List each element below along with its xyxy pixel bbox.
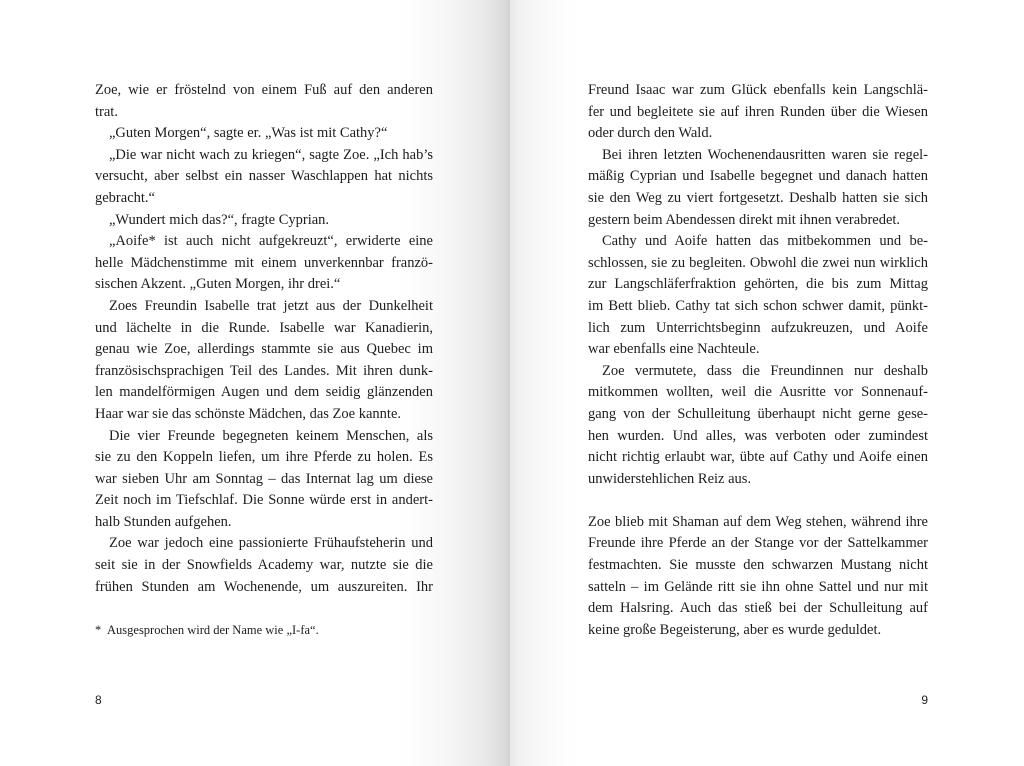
text-line: gebracht.“ (95, 189, 155, 206)
text-line: zur Langschläferfraktion gehörten, die bis zum Mittag (588, 276, 928, 293)
paragraph (95, 123, 433, 145)
footnote-marker: * (95, 623, 102, 637)
text-line: „Wundert mich das?“, fragte Cyprian. (109, 211, 330, 228)
text-line: len mandelförmigen Augen und dem seidig glänzenden (95, 384, 433, 401)
text-line: unwiderstehlichen Reiz aus. (588, 470, 752, 487)
text-line: Zeit noch im Tiefschlaf. Die Sonne würde erst in andert- (95, 492, 433, 509)
right-page (510, 0, 1024, 766)
footnote (95, 620, 319, 642)
text-line: Zoe war jedoch eine passionierte Frühaufsteherin und (109, 535, 433, 552)
text-line: Bei ihren letzten Wochenendausritten waren sie regel- (602, 146, 928, 163)
paragraph (588, 80, 928, 145)
text-line: Haar war sie das schönste Mädchen, das Zoe kannte. (95, 405, 402, 422)
paragraph (588, 231, 928, 361)
text-line: versucht, aber selbst ein nasser Waschlappen hat nichts (95, 168, 433, 185)
text-line: im Bett blieb. Cathy tat sich schon schwer damit, pünkt- (588, 297, 928, 314)
paragraph (588, 361, 928, 491)
text-line: hen wurden. Und alles, was verboten oder zumindest (588, 427, 928, 444)
text-line: sischen Akzent. „Guten Morgen, ihr drei.“ (95, 276, 341, 293)
text-line: mitkommen wollten, weil die Ausritte vor Sonnenauf- (588, 384, 928, 401)
text-line: frühen Stunden am Wochenende, um auszureiten. Ihr (95, 578, 433, 595)
text-line: Zoes Freundin Isabelle trat jetzt aus der Dunkelheit (109, 297, 433, 314)
text-line: trat. (95, 103, 118, 120)
paragraph (588, 512, 928, 642)
paragraph (95, 80, 433, 123)
text-line: war sieben Uhr am Sonntag – das Internat lag um diese (95, 470, 433, 487)
text-line: sie den Weg zu viert fortgesetzt. Deshalb hatten sie sich (588, 189, 928, 206)
text-line: satteln – im Gelände ritt sie ihn ohne Sattel und nur mit (588, 578, 928, 595)
text-line: genau wie Zoe, allerdings stammte sie aus Quebec im (95, 341, 433, 358)
text-line: mäßig Cyprian und Isabelle begegnet und danach hatten (588, 168, 928, 185)
footnote-text: Ausgesprochen wird der Name wie „I-fa“. (107, 623, 319, 637)
page-number-right: 9 (921, 693, 928, 707)
text-line: oder durch den Wald. (588, 125, 713, 142)
text-line: halb Stunden aufgehen. (95, 513, 232, 530)
left-page (0, 0, 510, 766)
text-line: „Aoife* ist auch nicht aufgekreuzt“, erwiderte eine (109, 233, 433, 250)
text-line: schlossen, sie zu begleiten. Obwohl die zwei nun wirklich (588, 254, 928, 271)
text-line: keine große Begeisterung, aber es wurde geduldet. (588, 621, 882, 638)
text-line: französischsprachigen Teil des Landes. Mit ihren dunk- (95, 362, 433, 379)
text-line: „Die war nicht wach zu kriegen“, sagte Zoe. „Ich hab’s (109, 146, 433, 163)
text-line: Zoe blieb mit Shaman auf dem Weg stehen, während ihre (588, 513, 928, 530)
paragraph (95, 231, 433, 296)
page-number-left: 8 (95, 693, 102, 707)
text-line: Freunde ihre Pferde an der Stange vor der Sattelkammer (588, 535, 928, 552)
text-line: war ebenfalls eine Nachteule. (588, 341, 760, 358)
text-line: helle Mädchenstimme mit einem unverkennbar franzö- (95, 254, 433, 271)
text-line: und lächelte in die Runde. Isabelle war Kanadierin, (95, 319, 433, 336)
text-line: nicht richtig erlaubt war, übte auf Cathy und Aoife einen (588, 449, 928, 466)
paragraph (95, 145, 433, 210)
text-line: seit sie in der Snowfields Academy war, nutzte sie die (95, 557, 433, 574)
text-line: gang von der Schulleitung überhaupt nicht gerne gese- (588, 405, 928, 422)
text-line: Die vier Freunde begegneten keinem Menschen, als (109, 427, 433, 444)
text-line: gestern beim Abendessen direkt mit ihnen verabredet. (588, 211, 901, 228)
right-page-text (588, 80, 928, 641)
text-line: festmachten. Sie musste den schwarzen Mustang nicht (588, 557, 928, 574)
text-line: Cathy und Aoife hatten das mitbekommen und be- (602, 233, 928, 250)
text-line: Zoe, wie er fröstelnd von einem Fuß auf den anderen (95, 82, 433, 98)
text-line: sie zu den Koppeln liefen, um ihre Pferde zu holen. Es (95, 449, 433, 466)
text-line: dem Halsring. Auch das stieß bei der Schulleitung auf (588, 600, 928, 617)
paragraph (588, 145, 928, 231)
text-line: fer und begleitete sie auf ihren Runden über die Wiesen (588, 103, 928, 120)
paragraph (95, 210, 433, 232)
paragraph (95, 533, 433, 598)
paragraph (95, 296, 433, 426)
text-line: lich zum Unterrichtsbeginn aufzukreuzen, und Aoife (588, 319, 928, 336)
left-page-text (95, 80, 433, 598)
text-line: Zoe vermutete, dass die Freundinnen nur deshalb (602, 362, 928, 379)
paragraph (95, 426, 433, 534)
text-line: „Guten Morgen“, sagte er. „Was ist mit Cathy?“ (109, 125, 388, 142)
text-line: Freund Isaac war zum Glück ebenfalls kein Langschlä- (588, 82, 928, 98)
